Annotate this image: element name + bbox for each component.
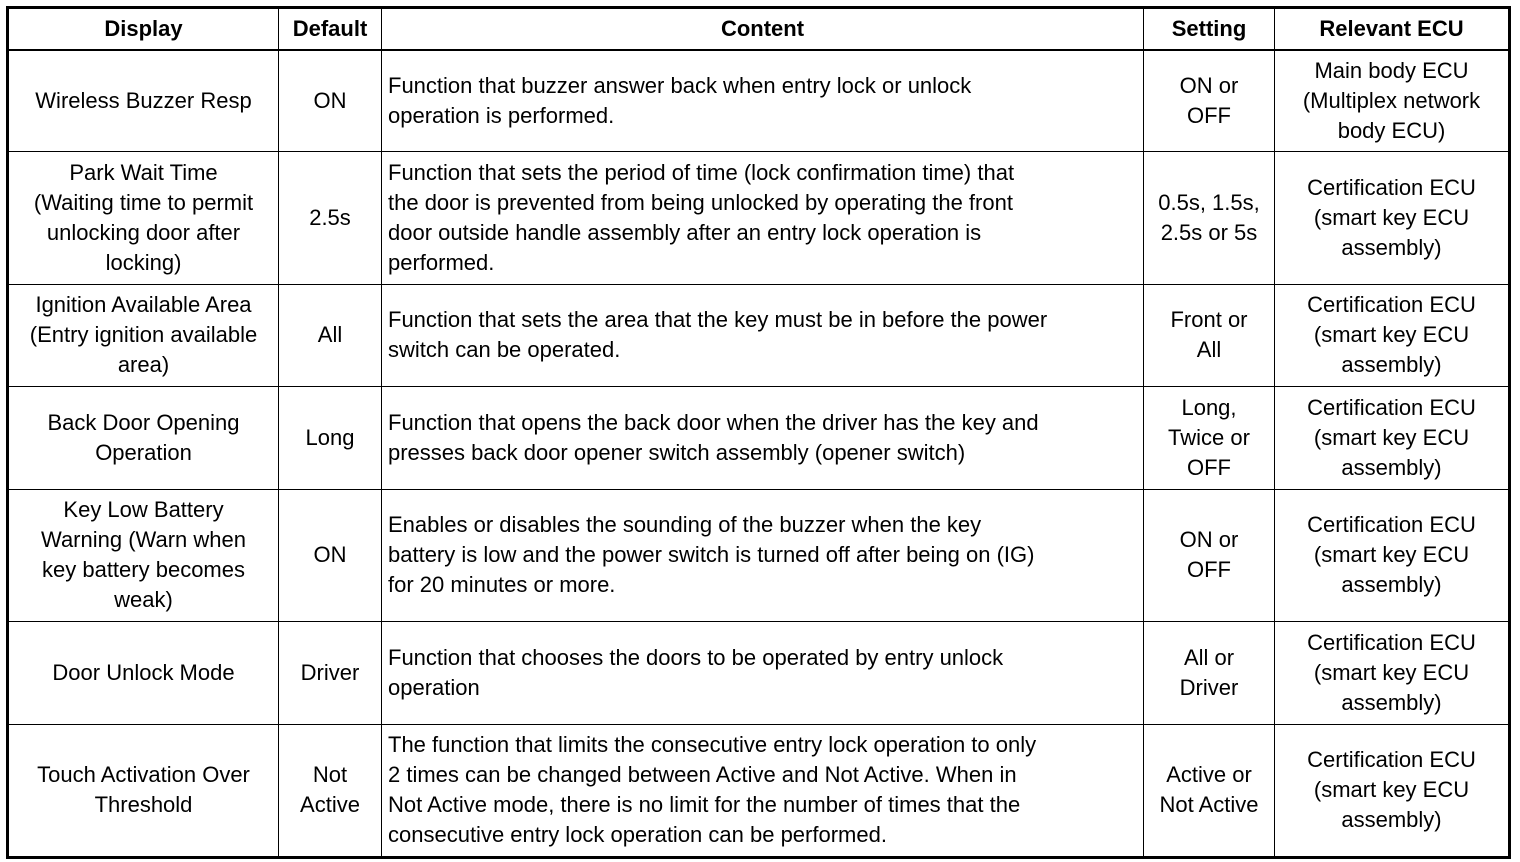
setting-cell: All or Driver	[1144, 621, 1275, 724]
header-content: Content	[382, 8, 1144, 51]
default-cell: ON	[279, 489, 382, 621]
setting-cell: Front or All	[1144, 284, 1275, 386]
default-cell: Not Active	[279, 724, 382, 857]
content-cell: Enables or disables the sounding of the buzzer when the key battery is low and the power switch is turned off after being on (IG) for 20 minutes or more.	[382, 489, 1144, 621]
default-cell: 2.5s	[279, 151, 382, 284]
header-row	[8, 8, 1510, 51]
content-cell: Function that chooses the doors to be operated by entry unlock operation	[382, 621, 1144, 724]
content-cell: Function that sets the area that the key must be in before the power switch can be operated.	[382, 284, 1144, 386]
content-cell: The function that limits the consecutive entry lock operation to only 2 times can be changed between Active and Not Active. When in Not Active mode, there is no limit for the number of times that the consecutive entry lock operation can be performed.	[382, 724, 1144, 857]
ecu-cell: Certification ECU (smart key ECU assembly)	[1275, 151, 1510, 284]
content-cell: Function that buzzer answer back when entry lock or unlock operation is performed.	[382, 50, 1144, 151]
ecu-cell: Certification ECU (smart key ECU assembly)	[1275, 386, 1510, 489]
setting-cell: ON or OFF	[1144, 489, 1275, 621]
ecu-cell: Certification ECU (smart key ECU assembly)	[1275, 621, 1510, 724]
display-cell: Ignition Available Area (Entry ignition available area)	[8, 284, 279, 386]
default-cell: ON	[279, 50, 382, 151]
display-cell: Park Wait Time (Waiting time to permit unlocking door after locking)	[8, 151, 279, 284]
display-cell: Key Low Battery Warning (Warn when key battery becomes weak)	[8, 489, 279, 621]
header-display: Display	[8, 8, 279, 51]
content-cell: Function that opens the back door when the driver has the key and presses back door opener switch assembly (opener switch)	[382, 386, 1144, 489]
display-cell: Wireless Buzzer Resp	[8, 50, 279, 151]
display-cell: Door Unlock Mode	[8, 621, 279, 724]
table-container	[6, 6, 1511, 859]
setting-cell: Long, Twice or OFF	[1144, 386, 1275, 489]
default-cell: Long	[279, 386, 382, 489]
ecu-cell: Certification ECU (smart key ECU assembly)	[1275, 724, 1510, 857]
ecu-cell: Certification ECU (smart key ECU assembly)	[1275, 489, 1510, 621]
header-default: Default	[279, 8, 382, 51]
content-cell: Function that sets the period of time (lock confirmation time) that the door is prevented from being unlocked by operating the front door outside handle assembly after an entry lock operation is performed.	[382, 151, 1144, 284]
display-cell: Touch Activation Over Threshold	[8, 724, 279, 857]
setting-cell: 0.5s, 1.5s, 2.5s or 5s	[1144, 151, 1275, 284]
setting-cell: ON or OFF	[1144, 50, 1275, 151]
setting-cell: Active or Not Active	[1144, 724, 1275, 857]
header-setting: Setting	[1144, 8, 1275, 51]
table-row	[8, 50, 1510, 151]
table-row	[8, 724, 1510, 857]
table-row	[8, 151, 1510, 284]
default-cell: Driver	[279, 621, 382, 724]
default-cell: All	[279, 284, 382, 386]
ecu-cell: Certification ECU (smart key ECU assembly)	[1275, 284, 1510, 386]
table-row	[8, 386, 1510, 489]
table-row	[8, 284, 1510, 386]
table-row	[8, 489, 1510, 621]
display-cell: Back Door Opening Operation	[8, 386, 279, 489]
ecu-cell: Main body ECU (Multiplex network body ECU)	[1275, 50, 1510, 151]
customize-function-table	[6, 6, 1511, 859]
header-relevant-ecu: Relevant ECU	[1275, 8, 1510, 51]
table-row	[8, 621, 1510, 724]
